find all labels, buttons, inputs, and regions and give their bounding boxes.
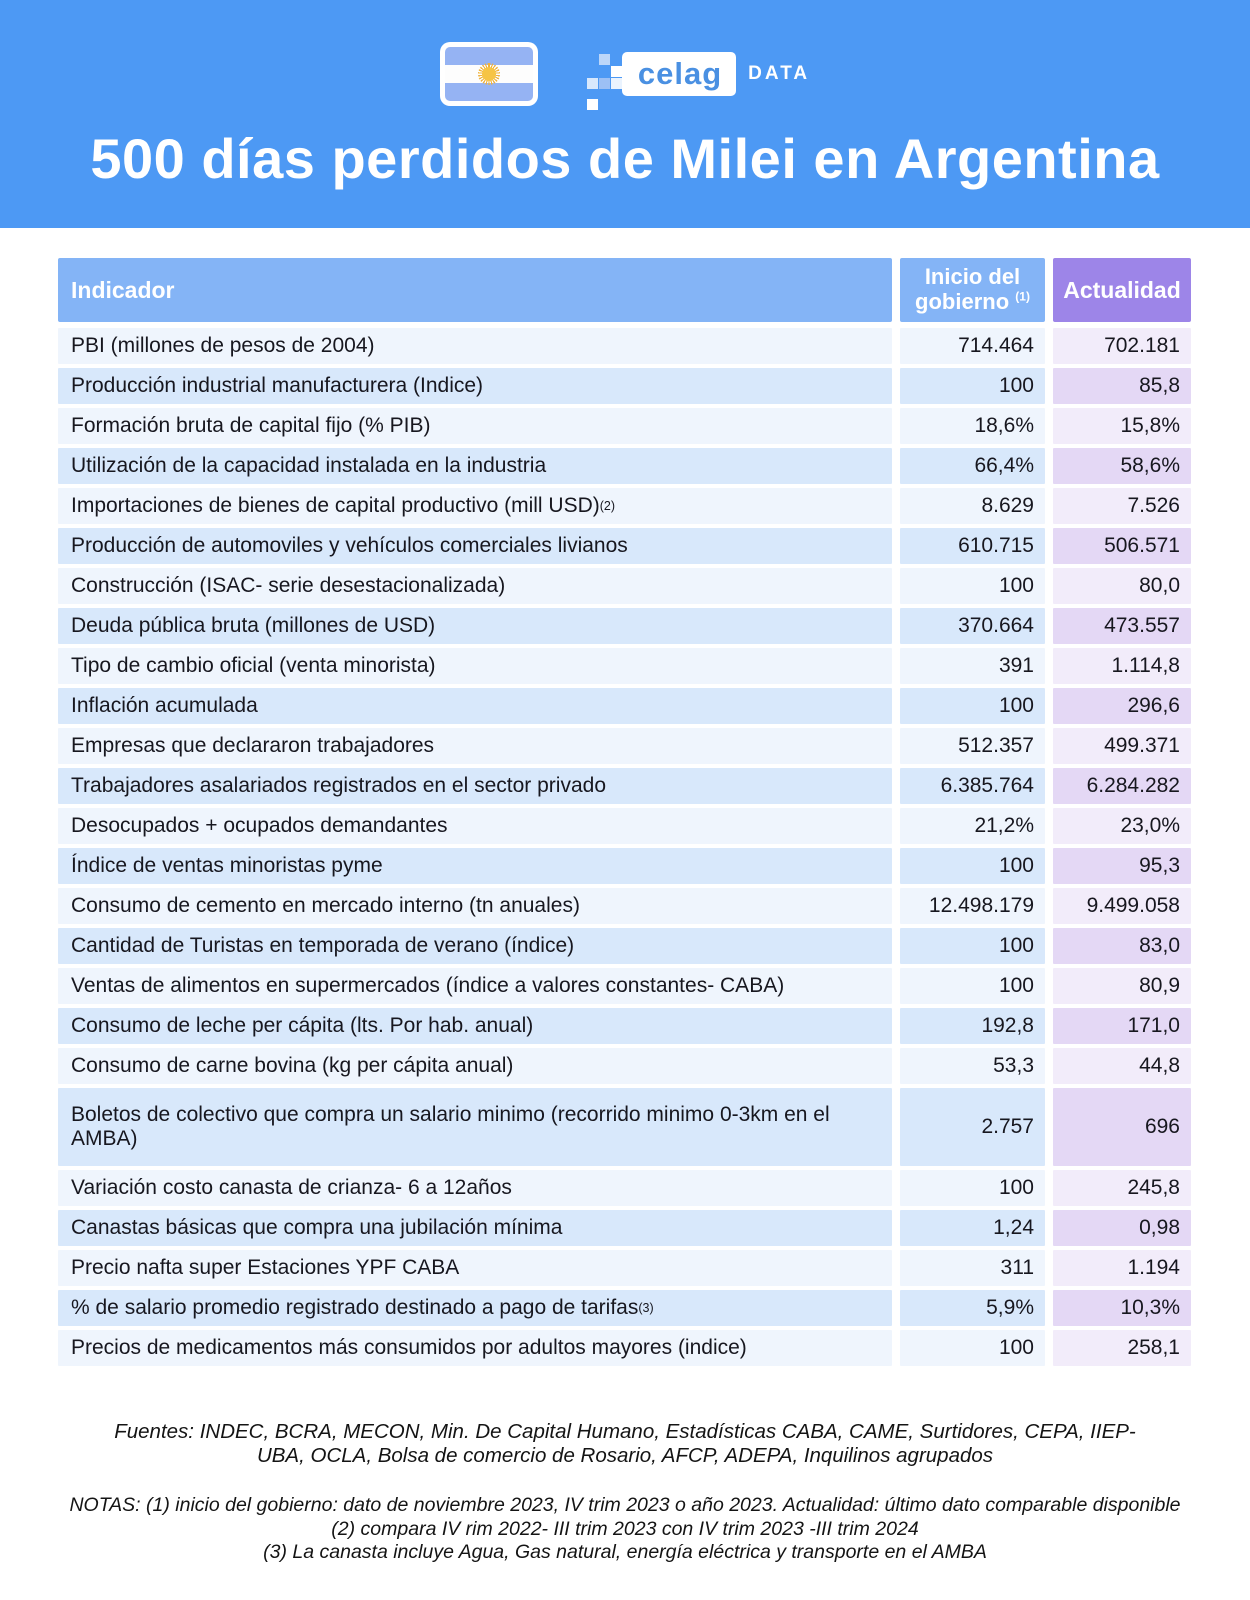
indicator-text: Formación bruta de capital fijo (% PIB): [71, 414, 431, 438]
indicator-text: Tipo de cambio oficial (venta minorista): [71, 654, 436, 678]
indicator-label: [58, 1170, 892, 1206]
indicator-label: [58, 528, 892, 564]
sources-text: Fuentes: INDEC, BCRA, MECON, Min. De Capital Humano, Estadísticas CABA, CAME, Surtidores, CEPA, IIEP-UBA, OCLA, Bolsa de comercio de Rosario, AFCP, ADEPA, Inquilinos agrupados: [114, 1420, 1136, 1468]
pixel-square: [599, 54, 610, 65]
brand-row: [440, 42, 810, 106]
inicio-value: 370.664: [900, 608, 1045, 644]
indicator-label: [58, 568, 892, 604]
inicio-value: 391: [900, 648, 1045, 684]
column-header-inicio: [900, 258, 1045, 322]
pixel-square: [599, 78, 610, 89]
argentina-flag-stripes: [445, 47, 533, 101]
indicator-label: [58, 408, 892, 444]
table-row: [58, 1290, 1192, 1326]
inicio-value: 100: [900, 968, 1045, 1004]
indicator-label: [58, 928, 892, 964]
notes-block: [0, 1494, 1250, 1564]
table-row: [58, 1088, 1192, 1166]
indicator-label: [58, 648, 892, 684]
inicio-value: 192,8: [900, 1008, 1045, 1044]
indicator-text: Producción industrial manufacturera (Indice): [71, 374, 484, 398]
indicator-text: Precio nafta super Estaciones YPF CABA: [71, 1256, 460, 1280]
flag-stripe-middle: [445, 65, 533, 83]
inicio-value: 66,4%: [900, 448, 1045, 484]
indicator-label: [58, 1330, 892, 1366]
table-row: [58, 1250, 1192, 1286]
indicator-text: Utilización de la capacidad instalada en la industria: [71, 454, 547, 478]
table-row: [58, 768, 1192, 804]
celag-brand-text: celag: [637, 56, 723, 91]
actualidad-value: 85,8: [1053, 368, 1191, 404]
indicator-text: Empresas que declararon trabajadores: [71, 734, 435, 758]
inicio-value: 100: [900, 568, 1045, 604]
table-row: [58, 368, 1192, 404]
indicator-label: [58, 368, 892, 404]
page-title: 500 días perdidos de Milei en Argentina: [90, 127, 1160, 190]
table-body: [58, 328, 1192, 1366]
actualidad-value: 245,8: [1053, 1170, 1191, 1206]
table-header-row: [58, 258, 1192, 322]
actualidad-value: 696: [1053, 1088, 1191, 1166]
flag-stripe-bottom: [445, 83, 533, 101]
indicator-text: Inflación acumulada: [71, 694, 258, 718]
actualidad-value: 171,0: [1053, 1008, 1191, 1044]
pixel-square: [611, 66, 622, 77]
sun-of-may-icon: [478, 63, 500, 85]
inicio-value: 53,3: [900, 1048, 1045, 1084]
celag-data-text: DATA: [748, 63, 811, 84]
indicator-text: Deuda pública bruta (millones de USD): [71, 614, 436, 638]
actualidad-value: 9.499.058: [1053, 888, 1191, 924]
actualidad-value: 258,1: [1053, 1330, 1191, 1366]
inicio-value: 610.715: [900, 528, 1045, 564]
actualidad-value: 296,6: [1053, 688, 1191, 724]
inicio-value: 18,6%: [900, 408, 1045, 444]
table-row: [58, 808, 1192, 844]
indicator-text: % de salario promedio registrado destinado a pago de tarifas: [71, 1296, 639, 1320]
inicio-value: 100: [900, 1330, 1045, 1366]
table-row: [58, 888, 1192, 924]
inicio-value: 714.464: [900, 328, 1045, 364]
celag-logo: [586, 52, 810, 96]
indicator-label: [58, 848, 892, 884]
actualidad-value: 6.284.282: [1053, 768, 1191, 804]
indicator-text: Ventas de alimentos en supermercados (índice a valores constantes- CABA): [71, 974, 785, 998]
inicio-value: 6.385.764: [900, 768, 1045, 804]
table-row: [58, 1008, 1192, 1044]
inicio-value: 2.757: [900, 1088, 1045, 1166]
footer: [0, 1420, 1250, 1565]
table-row: [58, 488, 1192, 524]
inicio-value: 5,9%: [900, 1290, 1045, 1326]
celag-logo-box: [622, 52, 736, 96]
indicator-text: Boletos de colectivo que compra un salario minimo (recorrido minimo 0-3km en el AMBA): [71, 1103, 830, 1150]
inicio-value: 21,2%: [900, 808, 1045, 844]
indicator-text: PBI (millones de pesos de 2004): [71, 334, 375, 358]
indicator-text: Desocupados + ocupados demandantes: [71, 814, 448, 838]
indicator-text: Consumo de cemento en mercado interno (tn anuales): [71, 894, 580, 918]
table-row: [58, 608, 1192, 644]
indicator-text: Índice de ventas minoristas pyme: [71, 854, 383, 878]
table-row: [58, 648, 1192, 684]
actualidad-value: 95,3: [1053, 848, 1191, 884]
actualidad-value: 473.557: [1053, 608, 1191, 644]
actualidad-value: 702.181: [1053, 328, 1191, 364]
inicio-value: 8.629: [900, 488, 1045, 524]
note-line-1: NOTAS: (1) inicio del gobierno: dato de noviembre 2023, IV trim 2023 o año 2023. Actualidad: último dato comparable disponible: [69, 1494, 1181, 1517]
header-banner: [0, 0, 1250, 228]
note-line-2: (2) compara IV rim 2022- III trim 2023 con IV trim 2023 -III trim 2024: [331, 1517, 919, 1540]
indicator-label: [58, 488, 892, 524]
inicio-value: 512.357: [900, 728, 1045, 764]
footnote-ref: (3): [638, 1300, 654, 1315]
indicator-label: [58, 888, 892, 924]
actualidad-value: 80,0: [1053, 568, 1191, 604]
inicio-value: 100: [900, 848, 1045, 884]
celag-pixel-icon: [586, 52, 622, 112]
actualidad-value: 7.526: [1053, 488, 1191, 524]
table-row: [58, 408, 1192, 444]
actualidad-value: 44,8: [1053, 1048, 1191, 1084]
inicio-value: 1,24: [900, 1210, 1045, 1246]
indicator-label: [58, 1008, 892, 1044]
table-row: [58, 1330, 1192, 1366]
table-row: [58, 728, 1192, 764]
table-row: [58, 1048, 1192, 1084]
table-row: [58, 688, 1192, 724]
indicator-label: [58, 1210, 892, 1246]
note-line-3: (3) La canasta incluye Agua, Gas natural, energía eléctrica y transporte en el AMBA: [263, 1541, 987, 1564]
pixel-square: [587, 78, 598, 89]
footnote-ref-1: (1): [1015, 289, 1030, 304]
table-row: [58, 448, 1192, 484]
actualidad-value: 499.371: [1053, 728, 1191, 764]
indicator-text: Canastas básicas que compra una jubilación mínima: [71, 1216, 563, 1240]
indicator-text: Trabajadores asalariados registrados en el sector privado: [71, 774, 607, 798]
indicator-text: Precios de medicamentos más consumidos por adultos mayores (indice): [71, 1336, 747, 1360]
actualidad-value: 0,98: [1053, 1210, 1191, 1246]
inicio-value: 100: [900, 368, 1045, 404]
actualidad-value: 1.114,8: [1053, 648, 1191, 684]
table-row: [58, 1210, 1192, 1246]
inicio-value: 311: [900, 1250, 1045, 1286]
table-row: [58, 528, 1192, 564]
argentina-flag-icon: [440, 42, 538, 106]
actualidad-value: 83,0: [1053, 928, 1191, 964]
actualidad-value: 15,8%: [1053, 408, 1191, 444]
indicator-label: [58, 808, 892, 844]
actualidad-value: 10,3%: [1053, 1290, 1191, 1326]
actualidad-value: 1.194: [1053, 1250, 1191, 1286]
indicator-label: [58, 688, 892, 724]
indicator-label: [58, 608, 892, 644]
column-header-indicador: [58, 258, 892, 322]
indicator-text: Variación costo canasta de crianza- 6 a 12años: [71, 1176, 512, 1200]
indicator-label: [58, 328, 892, 364]
indicator-label: [58, 1048, 892, 1084]
indicator-label: [58, 1250, 892, 1286]
actualidad-value: 506.571: [1053, 528, 1191, 564]
column-header-actualidad: [1053, 258, 1191, 322]
table-row: [58, 928, 1192, 964]
actualidad-value: 58,6%: [1053, 448, 1191, 484]
inicio-value: 100: [900, 928, 1045, 964]
inicio-value: 12.498.179: [900, 888, 1045, 924]
column-header-label: Actualidad: [1063, 276, 1181, 303]
indicator-label: [58, 968, 892, 1004]
column-header-label: Indicador: [71, 276, 175, 303]
indicator-label: [58, 1290, 892, 1326]
indicator-label: [58, 768, 892, 804]
indicator-text: Importaciones de bienes de capital productivo (mill USD): [71, 494, 600, 518]
actualidad-value: 23,0%: [1053, 808, 1191, 844]
pixel-square: [611, 78, 622, 89]
table-row: [58, 328, 1192, 364]
table-row: [58, 568, 1192, 604]
pixel-square: [587, 99, 598, 110]
indicators-table: [58, 258, 1192, 1366]
table-row: [58, 968, 1192, 1004]
indicator-text: Construcción (ISAC- serie desestacionalizada): [71, 574, 506, 598]
column-header-label: Inicio del gobierno $^{(1)}$: [915, 264, 1030, 314]
indicator-label: [58, 728, 892, 764]
indicator-label: [58, 1088, 892, 1166]
indicator-text: Consumo de carne bovina (kg per cápita anual): [71, 1054, 514, 1078]
indicator-text: Producción de automoviles y vehículos comerciales livianos: [71, 534, 628, 558]
table-row: [58, 848, 1192, 884]
table-row: [58, 1170, 1192, 1206]
inicio-value: 100: [900, 1170, 1045, 1206]
actualidad-value: 80,9: [1053, 968, 1191, 1004]
footnote-ref: (2): [599, 498, 616, 513]
inicio-value: 100: [900, 688, 1045, 724]
indicator-text: Consumo de leche per cápita (lts. Por hab. anual): [71, 1014, 534, 1038]
indicator-label: [58, 448, 892, 484]
indicator-text: Cantidad de Turistas en temporada de verano (índice): [71, 934, 575, 958]
